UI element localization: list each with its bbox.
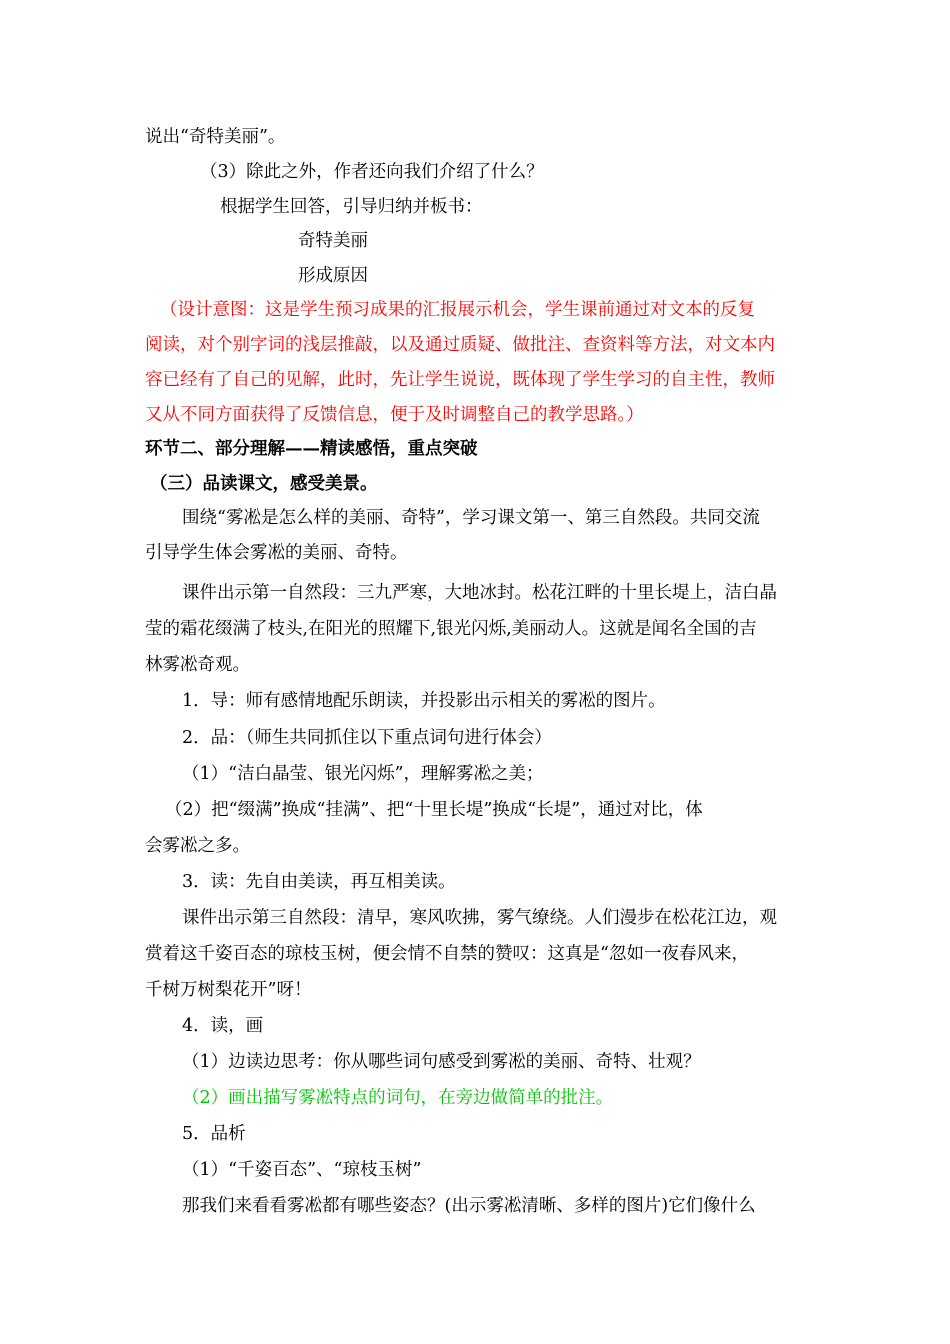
- step-2: 2．品：（师生共同抓住以下重点词句进行体会）: [182, 728, 552, 748]
- step-4: 4．读，画: [182, 1016, 264, 1036]
- paragraph-line: 引导学生体会雾凇的美丽、奇特。: [145, 543, 408, 563]
- question-3: （3）除此之外，作者还向我们介绍了什么？: [200, 162, 544, 182]
- paragraph-line: 课件出示第一自然段：三九严寒，大地冰封。松花江畔的十里长堤上，洁白晶: [182, 583, 777, 603]
- paragraph-line: 那我们来看看雾凇都有哪些姿态？(出示雾凇清晰、多样的图片)它们像什么: [182, 1196, 756, 1216]
- board-item: 奇特美丽: [298, 231, 368, 251]
- text-line: 根据学生回答，引导归纳并板书：: [220, 197, 483, 217]
- paragraph-line: 莹的霜花缀满了枝头,在阳光的照耀下,银光闪烁,美丽动人。这就是闻名全国的吉: [145, 619, 757, 639]
- step-3: 3．读：先自由美读，再互相美读。: [182, 872, 456, 892]
- step-2-item-2: （2）把“缀满”换成“挂满”、把“十里长堤”换成“长堤”，通过对比，体: [165, 800, 703, 820]
- paragraph-line: 赏着这千姿百态的琼枝玉树，便会情不自禁的赞叹：这真是“忽如一夜春风来，: [145, 944, 749, 964]
- design-note-line: 又从不同方面获得了反馈信息，便于及时调整自己的教学思路。）: [145, 405, 644, 425]
- board-item: 形成原因: [298, 266, 368, 286]
- paragraph-line: 千树万树梨花开”呀！: [145, 980, 312, 1000]
- step-4-item-1: （1）边读边思考：你从哪些词句感受到雾凇的美丽、奇特、壮观？: [182, 1052, 701, 1072]
- paragraph-line: 会雾凇之多。: [145, 836, 250, 856]
- paragraph-line: 课件出示第三自然段：清早，寒风吹拂，雾气缭绕。人们漫步在松花江边，观: [182, 908, 777, 928]
- text-line: 说出“奇特美丽”。: [145, 127, 286, 147]
- step-2-item-1: （1）“洁白晶莹、银光闪烁”，理解雾凇之美；: [182, 764, 544, 784]
- paragraph-line: 林雾凇奇观。: [145, 655, 250, 675]
- subsection-heading: （三）品读课文，感受美景。: [150, 474, 378, 494]
- section-heading: 环节二、部分理解——精读感悟，重点突破: [145, 439, 478, 459]
- design-note-line: 容已经有了自己的见解，此时，先让学生说说，既体现了学生学习的自主性，教师: [145, 370, 775, 390]
- step-4-item-2: （2）画出描写雾凇特点的词句，在旁边做简单的批注。: [182, 1088, 614, 1108]
- step-1: 1．导：师有感情地配乐朗读，并投影出示相关的雾凇的图片。: [182, 691, 666, 711]
- design-note-line: （设计意图：这是学生预习成果的汇报展示机会，学生课前通过对文本的反复: [160, 300, 755, 320]
- step-5: 5．品析: [182, 1124, 246, 1144]
- paragraph-line: 围绕“雾凇是怎么样的美丽、奇特”，学习课文第一、第三自然段。共同交流: [182, 508, 760, 528]
- design-note-line: 阅读，对个别字词的浅层推敲，以及通过质疑、做批注、查资料等方法，对文本内: [145, 335, 775, 355]
- step-5-item-1: （1）“千姿百态”、“琼枝玉树”: [182, 1160, 422, 1180]
